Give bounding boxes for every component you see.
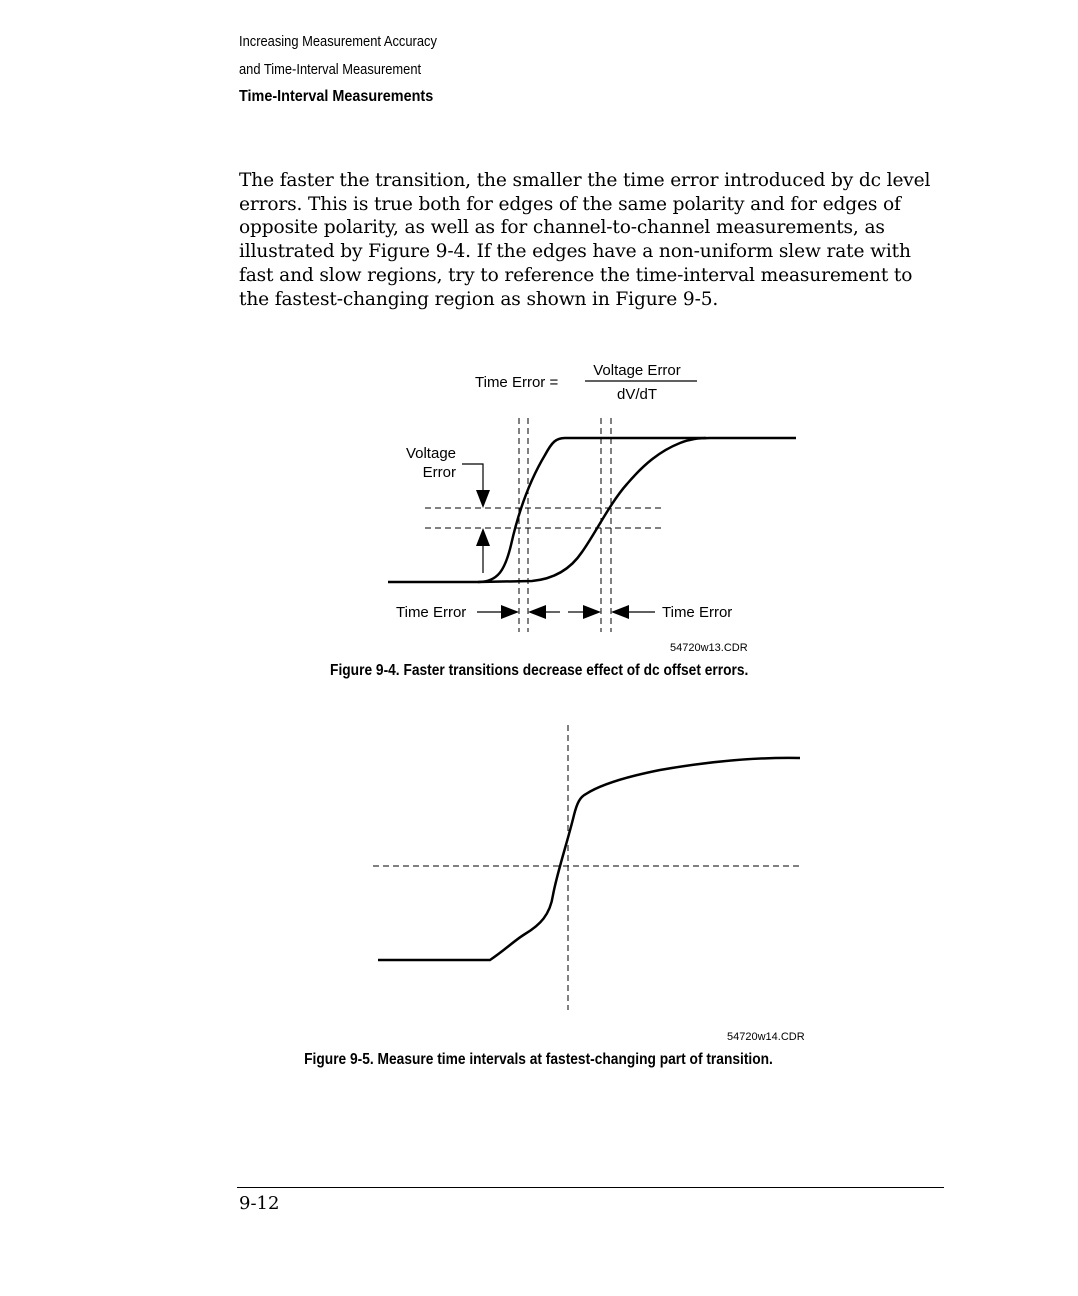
time-error-left-label: Time Error — [396, 604, 467, 621]
voltage-error-leader — [462, 464, 483, 490]
down-arrow-icon — [476, 490, 490, 508]
left-arrow-icon — [528, 605, 546, 619]
header-section-title: Time-Interval Measurements — [239, 88, 434, 105]
slow-transition-curve — [478, 438, 796, 582]
footer-rule — [237, 1187, 944, 1188]
figure-9-5 — [370, 720, 820, 1050]
voltage-error-label-line1: Voltage — [405, 445, 456, 462]
vertical-dashed-markers — [519, 418, 611, 632]
formula-lhs: Time Error = — [475, 374, 559, 391]
nonuniform-transition-curve — [378, 758, 800, 960]
figure-9-4 — [380, 355, 810, 655]
figure-file-id: 54720w13.CDR — [670, 642, 748, 654]
body-paragraph: The faster the transition, the smaller the time error introduced by dc level errors. This is true both for edges of the same polarity and for edges of opposite polarity, as well as for channel-to-channel measurements, as illustrated by Figure 9-4. If the edges have a non-uniform slew rate with fast and slow regions, try to reference the time-interval measurement to the fastest-changing region as shown in Figure 9-5. — [239, 170, 931, 310]
right-arrow-icon — [501, 605, 519, 619]
page-number: 9-12 — [239, 1193, 280, 1214]
formula-numerator: Voltage Error — [593, 362, 681, 379]
figure-file-id: 54720w14.CDR — [727, 1031, 805, 1043]
figure-9-4-caption-text: Figure 9-4. Faster transitions decrease effect of dc offset errors. — [329, 662, 749, 679]
figure-9-5-caption-text: Figure 9-5. Measure time intervals at fastest-changing part of transition. — [304, 1051, 774, 1068]
right-arrow-icon — [583, 605, 601, 619]
time-error-right-label: Time Error — [662, 604, 733, 621]
formula-denominator: dV/dT — [616, 386, 658, 403]
figure-9-5-caption — [0, 1051, 1078, 1069]
figure-9-4-caption — [0, 662, 1078, 680]
left-arrow-icon — [611, 605, 629, 619]
voltage-error-label-line2: Error — [422, 464, 456, 481]
header-chapter-subtitle: and Time-Interval Measurement — [239, 61, 422, 78]
up-arrow-icon — [476, 528, 490, 546]
horizontal-dashed-levels — [425, 508, 662, 528]
header-chapter-title: Increasing Measurement Accuracy — [239, 33, 437, 50]
